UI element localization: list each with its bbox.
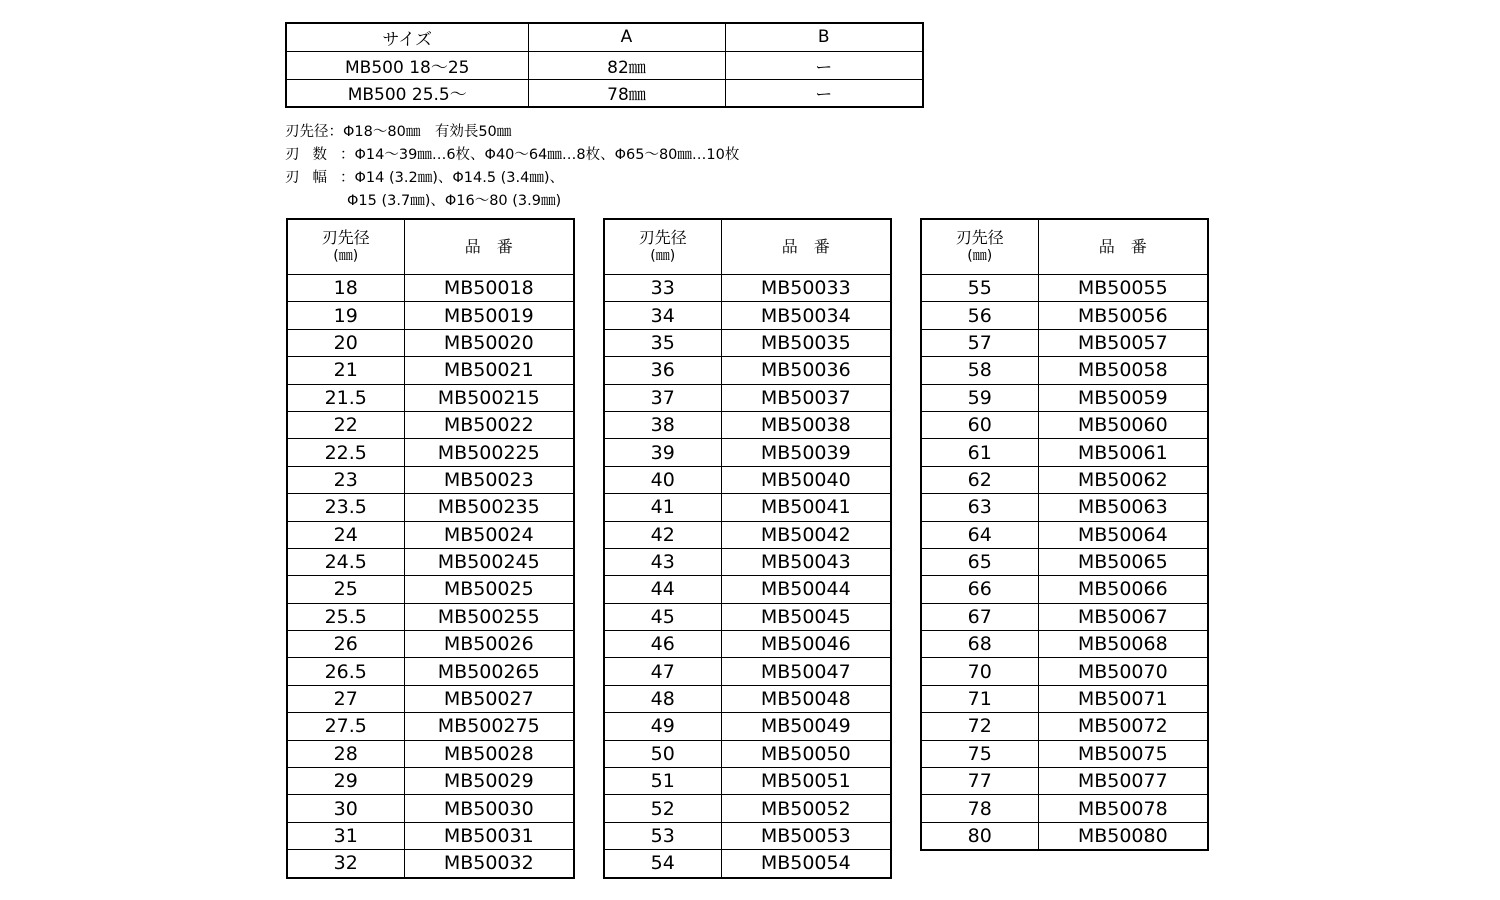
diameter-cell: 28 (287, 740, 404, 767)
diameter-cell: 54 (604, 850, 721, 878)
part-table-1 (286, 218, 575, 879)
diameter-cell: 67 (921, 603, 1038, 630)
part-no-cell: MB50024 (404, 521, 574, 548)
part-no-cell: MB50020 (404, 329, 574, 356)
diameter-cell: 30 (287, 795, 404, 822)
diameter-cell: 29 (287, 768, 404, 795)
part-no-cell: MB500225 (404, 439, 574, 466)
diameter-cell: 23 (287, 466, 404, 493)
diameter-cell: 59 (921, 384, 1038, 411)
table-row (604, 713, 891, 740)
table-row (287, 631, 574, 658)
diameter-cell: 27.5 (287, 713, 404, 740)
part-no-cell: MB50046 (721, 631, 891, 658)
diameter-cell: 75 (921, 740, 1038, 767)
part-table-header-row (921, 219, 1208, 275)
diameter-header-unit: (㎜) (650, 248, 676, 264)
diameter-cell: 34 (604, 302, 721, 329)
table-row (287, 795, 574, 822)
spec-notes (285, 121, 739, 213)
part-table-2 (603, 218, 892, 879)
diameter-header-unit: (㎜) (967, 248, 993, 264)
table-row (921, 494, 1208, 521)
part-no-cell: MB50035 (721, 329, 891, 356)
diameter-cell: 22.5 (287, 439, 404, 466)
diameter-cell: 56 (921, 302, 1038, 329)
table-row (921, 439, 1208, 466)
diameter-cell: 77 (921, 768, 1038, 795)
diameter-header-label: 刃先径 (321, 228, 370, 247)
part-no-cell: MB50030 (404, 795, 574, 822)
diameter-header (921, 219, 1038, 275)
diameter-cell: 51 (604, 768, 721, 795)
size-table-row (286, 51, 923, 79)
part-no-cell: MB50021 (404, 357, 574, 384)
note-blade-count (285, 144, 739, 167)
part-table-header-row (287, 219, 574, 275)
note-blade-width (285, 167, 739, 190)
part-no-cell: MB50029 (404, 768, 574, 795)
table-row (287, 850, 574, 878)
table-row (287, 685, 574, 712)
size-table-header-row (286, 23, 923, 51)
diameter-cell: 71 (921, 685, 1038, 712)
size-header-a: A (528, 23, 725, 51)
diameter-cell: 40 (604, 466, 721, 493)
part-no-cell: MB50034 (721, 302, 891, 329)
part-no-cell: MB50049 (721, 713, 891, 740)
part-table-header-row (604, 219, 891, 275)
table-row (287, 740, 574, 767)
table-row (604, 576, 891, 603)
part-no-cell: MB50038 (721, 411, 891, 438)
table-row (287, 439, 574, 466)
size-header-b: B (725, 23, 923, 51)
diameter-cell: 53 (604, 822, 721, 849)
table-row (921, 740, 1208, 767)
b-cell: ー (725, 51, 923, 79)
diameter-header (287, 219, 404, 275)
diameter-cell: 36 (604, 357, 721, 384)
part-no-cell: MB50067 (1038, 603, 1208, 630)
part-no-cell: MB500215 (404, 384, 574, 411)
diameter-cell: 44 (604, 576, 721, 603)
note-blade-width-cont (285, 190, 739, 213)
part-no-cell: MB50051 (721, 768, 891, 795)
diameter-cell: 48 (604, 685, 721, 712)
part-no-cell: MB500275 (404, 713, 574, 740)
table-row (287, 384, 574, 411)
diameter-cell: 27 (287, 685, 404, 712)
table-row (921, 329, 1208, 356)
diameter-cell: 22 (287, 411, 404, 438)
diameter-cell: 45 (604, 603, 721, 630)
note-text: Φ14～39㎜…6枚、Φ40～64㎜…8枚、Φ65～80㎜…10枚 (354, 147, 740, 163)
table-row (604, 275, 891, 302)
part-no-cell: MB50056 (1038, 302, 1208, 329)
part-no-cell: MB50072 (1038, 713, 1208, 740)
table-row (604, 357, 891, 384)
table-row (287, 275, 574, 302)
diameter-cell: 20 (287, 329, 404, 356)
table-row (604, 685, 891, 712)
diameter-cell: 26.5 (287, 658, 404, 685)
part-no-cell: MB50052 (721, 795, 891, 822)
diameter-cell: 61 (921, 439, 1038, 466)
part-no-cell: MB500235 (404, 494, 574, 521)
table-row (921, 822, 1208, 850)
part-no-cell: MB50048 (721, 685, 891, 712)
note-text: Φ15 (3.7㎜)、Φ16～80 (3.9㎜) (347, 193, 562, 209)
diameter-cell: 24.5 (287, 548, 404, 575)
table-row (921, 302, 1208, 329)
table-row (921, 603, 1208, 630)
part-no-cell: MB50031 (404, 822, 574, 849)
part-no-cell: MB50061 (1038, 439, 1208, 466)
part-no-cell: MB50026 (404, 631, 574, 658)
size-cell: MB500 18～25 (286, 51, 528, 79)
table-row (604, 548, 891, 575)
part-no-cell: MB50047 (721, 658, 891, 685)
diameter-cell: 39 (604, 439, 721, 466)
part-no-cell: MB50037 (721, 384, 891, 411)
diameter-cell: 31 (287, 822, 404, 849)
table-row (921, 631, 1208, 658)
diameter-cell: 58 (921, 357, 1038, 384)
table-row (287, 302, 574, 329)
part-table-3 (920, 218, 1209, 851)
table-row (921, 466, 1208, 493)
table-row (604, 768, 891, 795)
part-no-cell: MB50041 (721, 494, 891, 521)
diameter-cell: 60 (921, 411, 1038, 438)
table-row (604, 329, 891, 356)
note-text: Φ14 (3.2㎜)、Φ14.5 (3.4㎜)、 (354, 170, 565, 186)
part-no-cell: MB50080 (1038, 822, 1208, 850)
table-row (921, 384, 1208, 411)
table-row (287, 521, 574, 548)
diameter-cell: 68 (921, 631, 1038, 658)
diameter-cell: 46 (604, 631, 721, 658)
table-row (604, 822, 891, 849)
diameter-cell: 42 (604, 521, 721, 548)
part-no-cell: MB50044 (721, 576, 891, 603)
diameter-cell: 72 (921, 713, 1038, 740)
part-no-cell: MB50071 (1038, 685, 1208, 712)
part-no-cell: MB50063 (1038, 494, 1208, 521)
diameter-cell: 32 (287, 850, 404, 878)
part-no-cell: MB50039 (721, 439, 891, 466)
diameter-cell: 25.5 (287, 603, 404, 630)
part-no-cell: MB50042 (721, 521, 891, 548)
diameter-cell: 43 (604, 548, 721, 575)
diameter-cell: 64 (921, 521, 1038, 548)
diameter-cell: 37 (604, 384, 721, 411)
part-no-cell: MB50068 (1038, 631, 1208, 658)
table-row (921, 795, 1208, 822)
table-row (287, 329, 574, 356)
table-row (604, 658, 891, 685)
part-no-cell: MB50032 (404, 850, 574, 878)
part-no-cell: MB50059 (1038, 384, 1208, 411)
diameter-cell: 80 (921, 822, 1038, 850)
diameter-cell: 63 (921, 494, 1038, 521)
part-no-cell: MB50043 (721, 548, 891, 575)
diameter-cell: 57 (921, 329, 1038, 356)
part-no-cell: MB500245 (404, 548, 574, 575)
part-no-header: 品 番 (1038, 219, 1208, 275)
note-diameter (285, 121, 739, 144)
table-row (287, 357, 574, 384)
table-row (604, 521, 891, 548)
diameter-cell: 21 (287, 357, 404, 384)
table-row (604, 466, 891, 493)
table-row (921, 548, 1208, 575)
part-no-cell: MB50054 (721, 850, 891, 878)
table-row (604, 740, 891, 767)
part-no-cell: MB50078 (1038, 795, 1208, 822)
diameter-cell: 66 (921, 576, 1038, 603)
table-row (287, 548, 574, 575)
part-no-cell: MB50058 (1038, 357, 1208, 384)
diameter-cell: 65 (921, 548, 1038, 575)
table-row (287, 576, 574, 603)
size-table-row (286, 79, 923, 107)
b-cell: ー (725, 79, 923, 107)
table-row (604, 795, 891, 822)
table-row (921, 411, 1208, 438)
part-no-cell: MB500255 (404, 603, 574, 630)
part-no-cell: MB50070 (1038, 658, 1208, 685)
diameter-cell: 21.5 (287, 384, 404, 411)
diameter-header-label: 刃先径 (638, 228, 687, 247)
table-row (287, 466, 574, 493)
diameter-cell: 26 (287, 631, 404, 658)
part-no-cell: MB50060 (1038, 411, 1208, 438)
table-row (604, 439, 891, 466)
part-no-cell: MB50025 (404, 576, 574, 603)
size-cell: MB500 25.5～ (286, 79, 528, 107)
table-row (604, 850, 891, 878)
table-row (921, 357, 1208, 384)
diameter-cell: 23.5 (287, 494, 404, 521)
table-row (604, 631, 891, 658)
part-no-cell: MB50019 (404, 302, 574, 329)
size-header-size: サイズ (286, 23, 528, 51)
table-row (921, 768, 1208, 795)
note-label: 刃数： (285, 147, 368, 163)
part-no-cell: MB50053 (721, 822, 891, 849)
diameter-cell: 33 (604, 275, 721, 302)
diameter-cell: 70 (921, 658, 1038, 685)
diameter-cell: 24 (287, 521, 404, 548)
diameter-cell: 18 (287, 275, 404, 302)
diameter-cell: 25 (287, 576, 404, 603)
part-no-cell: MB50028 (404, 740, 574, 767)
diameter-cell: 41 (604, 494, 721, 521)
part-no-cell: MB500265 (404, 658, 574, 685)
diameter-cell: 50 (604, 740, 721, 767)
part-no-cell: MB50045 (721, 603, 891, 630)
table-row (287, 603, 574, 630)
part-no-cell: MB50018 (404, 275, 574, 302)
table-row (921, 713, 1208, 740)
diameter-cell: 62 (921, 466, 1038, 493)
part-no-cell: MB50036 (721, 357, 891, 384)
table-row (604, 494, 891, 521)
table-row (604, 411, 891, 438)
note-text: Φ18～80㎜ 有効長50㎜ (343, 124, 512, 140)
part-no-cell: MB50062 (1038, 466, 1208, 493)
diameter-cell: 19 (287, 302, 404, 329)
part-no-cell: MB50023 (404, 466, 574, 493)
part-no-cell: MB50022 (404, 411, 574, 438)
a-cell: 78㎜ (528, 79, 725, 107)
table-row (921, 658, 1208, 685)
part-no-cell: MB50033 (721, 275, 891, 302)
table-row (287, 822, 574, 849)
table-row (604, 302, 891, 329)
note-label: 刃先径： (285, 124, 343, 140)
part-no-cell: MB50040 (721, 466, 891, 493)
diameter-cell: 38 (604, 411, 721, 438)
diameter-cell: 52 (604, 795, 721, 822)
diameter-cell: 35 (604, 329, 721, 356)
diameter-header-label: 刃先径 (955, 228, 1004, 247)
diameter-cell: 78 (921, 795, 1038, 822)
part-no-header: 品 番 (404, 219, 574, 275)
diameter-header-unit: (㎜) (333, 248, 359, 264)
part-no-cell: MB50075 (1038, 740, 1208, 767)
table-row (604, 384, 891, 411)
table-row (287, 768, 574, 795)
diameter-cell: 55 (921, 275, 1038, 302)
part-no-cell: MB50066 (1038, 576, 1208, 603)
table-row (287, 411, 574, 438)
a-cell: 82㎜ (528, 51, 725, 79)
diameter-header (604, 219, 721, 275)
note-label: 刃幅： (285, 170, 368, 186)
table-row (921, 685, 1208, 712)
part-no-cell: MB50077 (1038, 768, 1208, 795)
table-row (604, 603, 891, 630)
table-row (921, 275, 1208, 302)
table-row (287, 494, 574, 521)
part-no-header: 品 番 (721, 219, 891, 275)
size-table (285, 22, 924, 108)
part-no-cell: MB50055 (1038, 275, 1208, 302)
part-no-cell: MB50050 (721, 740, 891, 767)
part-no-cell: MB50027 (404, 685, 574, 712)
table-row (921, 576, 1208, 603)
table-row (287, 713, 574, 740)
diameter-cell: 49 (604, 713, 721, 740)
table-row (921, 521, 1208, 548)
diameter-cell: 47 (604, 658, 721, 685)
table-row (287, 658, 574, 685)
part-no-cell: MB50057 (1038, 329, 1208, 356)
part-no-cell: MB50064 (1038, 521, 1208, 548)
part-no-cell: MB50065 (1038, 548, 1208, 575)
